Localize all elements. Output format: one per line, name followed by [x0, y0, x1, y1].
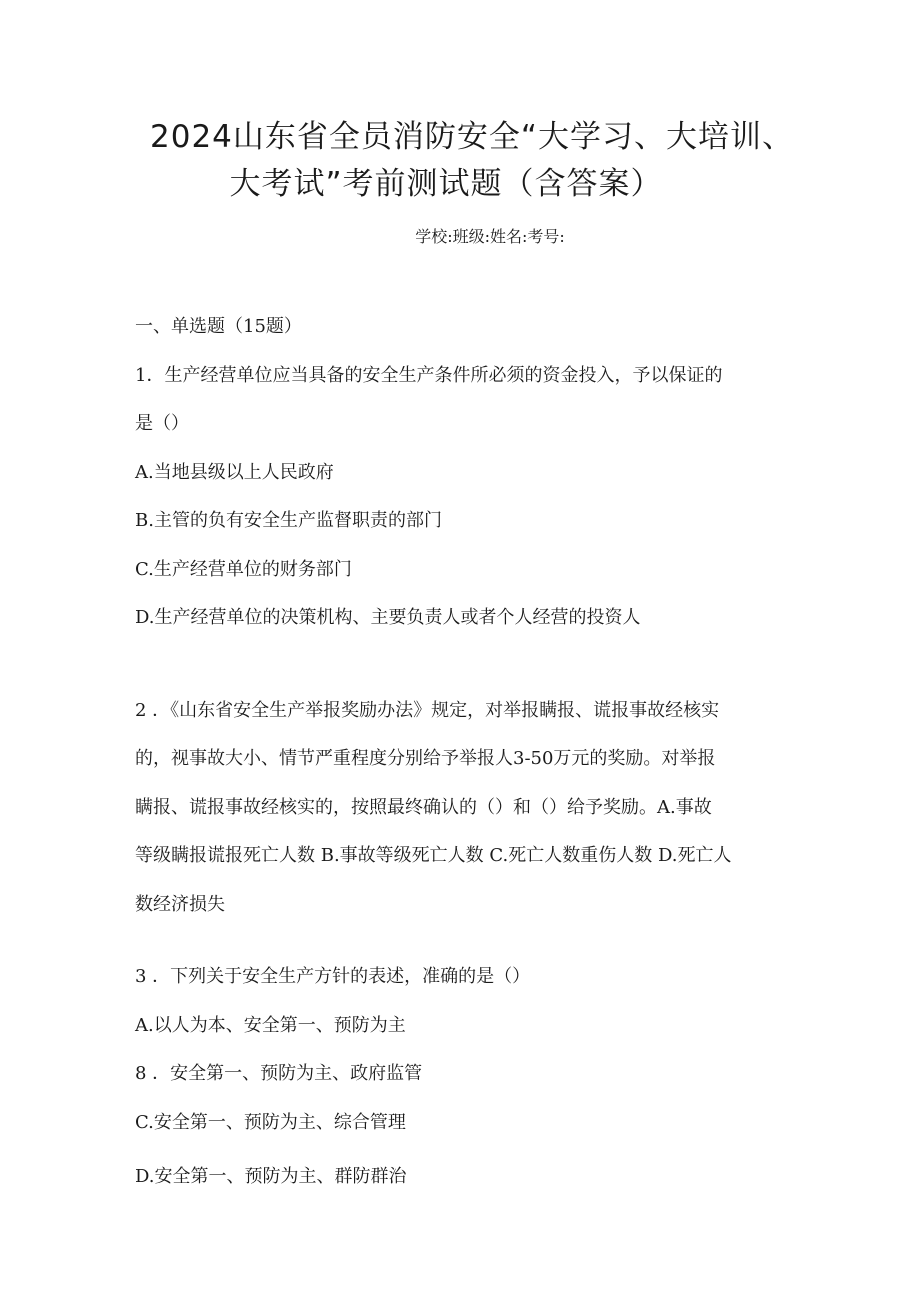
q3-option-a: A.以人为本、安全第一、预防为主 — [135, 1015, 406, 1036]
q2-stem-line-1: 2 ．《山东省安全生产举报奖励办法》规定，对举报瞒报、谎报事故经核实 — [135, 700, 720, 721]
q1-option-a: A.当地县级以上人民政府 — [135, 462, 334, 483]
q2-stem-line-3: 瞒报、谎报事故经核实的，按照最终确认的（）和（）给予奖励。A.事故 — [135, 797, 712, 818]
q2-stem-line-5: 数经济损失 — [135, 894, 225, 915]
section-heading: 一、单选题（15题） — [135, 316, 302, 337]
document-title-line-1: 2024山东省全员消防安全“大学习、大培训、 — [150, 119, 794, 155]
q1-option-b: B.主管的负有安全生产监督职责的部门 — [135, 510, 442, 531]
q1-option-c: C.生产经营单位的财务部门 — [135, 559, 352, 580]
document-title-line-2: 大考试”考前测试题（含答案） — [229, 166, 663, 202]
student-info-line: 学校:班级:姓名:考号: — [415, 227, 565, 246]
q1-stem-line-2: 是（） — [135, 413, 189, 434]
q2-stem-line-4: 等级瞒报谎报死亡人数 B.事故等级死亡人数 C.死亡人数重伤人数 D.死亡人 — [135, 845, 732, 866]
q3-stem-line-1: 3 ．下列关于安全生产方针的表述，准确的是（） — [135, 966, 531, 987]
q3-option-b: 8 ．安全第一、预防为主、政府监管 — [135, 1063, 423, 1084]
q3-option-d: D.安全第一、预防为主、群防群治 — [135, 1166, 407, 1187]
q2-stem-line-2: 的，视事故大小、情节严重程度分别给予举报人3-50万元的奖励。对举报 — [135, 748, 716, 769]
q3-option-c: C.安全第一、预防为主、综合管理 — [135, 1112, 406, 1133]
q1-option-d: D.生产经营单位的决策机构、主要负责人或者个人经营的投资人 — [135, 607, 641, 628]
q1-stem-line-1: 1．生产经营单位应当具备的安全生产条件所必须的资金投入，予以保证的 — [135, 365, 723, 386]
